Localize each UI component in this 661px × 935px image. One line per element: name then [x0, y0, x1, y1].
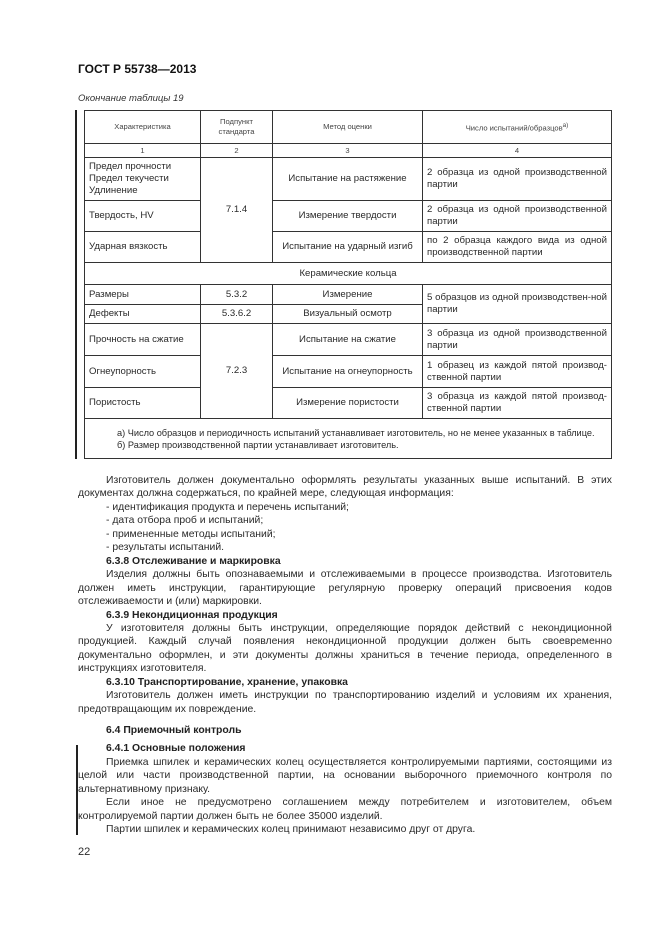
clause-cell: 5.3.6.2	[201, 305, 273, 324]
column-number: 3	[273, 144, 423, 158]
change-bar	[75, 110, 77, 459]
table-row	[85, 324, 612, 356]
section-row: Керамические кольца	[85, 263, 612, 285]
count-cell: 2 образца из одной производственной партии	[423, 158, 612, 201]
method-cell: Испытание на сжатие	[273, 324, 423, 356]
paragraph: Изделия должны быть опознаваемыми и отслеживаемыми в процессе производства. Изготовитель должен иметь инструкции, гарантирующие регулярную проверку операций присвоения кодов отслеживаемости и (или) маркировки.	[78, 569, 612, 608]
method-cell: Измерение пористости	[273, 388, 423, 419]
characteristic-cell: Размеры	[85, 285, 201, 305]
clause-cell: 7.1.4	[201, 158, 273, 263]
body-text	[78, 474, 612, 716]
count-cell: 1 образец из каждой пятой производ-ственной партии	[423, 356, 612, 388]
method-cell: Испытание на ударный изгиб	[273, 232, 423, 263]
characteristic-cell: Огнеупорность	[85, 356, 201, 388]
count-cell: 3 образца из одной производственной партии	[423, 324, 612, 356]
body-text-6-4	[78, 724, 612, 837]
method-cell: Испытание на огнеупорность	[273, 356, 423, 388]
paragraph: Партии шпилек и керамических колец принимают независимо друг от друга.	[106, 824, 476, 836]
section-heading-6-3-10: 6.3.10 Транспортирование, хранение, упаковка	[106, 676, 348, 688]
count-cell: 3 образца из каждой пятой производ-ственной партии	[423, 388, 612, 419]
table-row	[85, 285, 612, 305]
list-item: - результаты испытаний.	[106, 542, 225, 554]
column-header: Подпункт стандарта	[201, 111, 273, 144]
table-row	[85, 388, 612, 419]
section-heading-6-3-8: 6.3.8 Отслеживание и маркировка	[106, 555, 281, 567]
method-cell: Испытание на растяжение	[273, 158, 423, 201]
count-cell: по 2 образца каждого вида из одной производственной партии	[423, 232, 612, 263]
test-table	[84, 110, 612, 459]
characteristic-cell: Дефекты	[85, 305, 201, 324]
page-number: 22	[78, 846, 91, 858]
method-cell: Измерение	[273, 285, 423, 305]
column-header: Число испытаний/образцов$^{а)}$	[423, 111, 612, 144]
document-header: ГОСТ Р 55738—2013	[78, 62, 197, 76]
section-heading-6-3-9: 6.3.9 Некондиционная продукция	[106, 609, 278, 621]
footnote-ref: а)	[562, 121, 569, 129]
section-heading-6-4-1: 6.4.1 Основные положения	[106, 743, 246, 755]
paragraph: Изготовитель должен документально оформлять результаты указанных выше испытаний. В этих документах должна содержаться, по крайней мере, следующая информация:	[78, 475, 612, 500]
footnote: а) Число образцов и периодичность испытаний устанавливает изготовитель, но не менее указанных в таблице.	[117, 427, 595, 438]
table-row	[85, 356, 612, 388]
method-cell: Визуальный осмотр	[273, 305, 423, 324]
clause-cell: 5.3.2	[201, 285, 273, 305]
column-header: Метод оценки	[273, 111, 423, 144]
table-row	[85, 232, 612, 263]
paragraph: Если иное не предусмотрено соглашением между потребителем и изготовителем, объем контролируемой партии должен быть не более 35000 изделий.	[78, 797, 612, 822]
paragraph: У изготовителя должны быть инструкции, определяющие порядок действий с некондиционной продукцией. Каждый случай появления некондиционной продукции должен быть своевременно документально оформлен, и эти документы должны храниться в течение периода, определенного в инструкциях изготовителя.	[78, 622, 612, 675]
paragraph: Изготовитель должен иметь инструкции по транспортированию изделий и условиям их хранения, предотвращающим их повреждение.	[78, 690, 612, 715]
characteristic-cell: Прочность на сжатие	[85, 324, 201, 356]
column-number: 2	[201, 144, 273, 158]
list-item: - идентификация продукта и перечень испытаний;	[106, 501, 349, 513]
list-item: - дата отбора проб и испытаний;	[106, 515, 264, 527]
characteristic-cell: Твердость, HV	[85, 201, 201, 232]
clause-cell: 7.2.3	[201, 324, 273, 419]
characteristic-cell: Пористость	[85, 388, 201, 419]
table-caption: Окончание таблицы 19	[78, 93, 184, 104]
table-row	[85, 158, 612, 201]
count-cell: 5 образцов из одной производствен-ной партии	[423, 285, 612, 324]
method-cell: Измерение твердости	[273, 201, 423, 232]
paragraph: Приемка шпилек и керамических колец осуществляется контролируемыми партиями, состоящими из целой или части производственной партии, на основании выборочного приемочного контроля по альтернативному признаку.	[78, 756, 612, 795]
column-header: Характеристика	[85, 111, 201, 144]
characteristic-cell: Ударная вязкость	[85, 232, 201, 263]
footnote: б) Размер производственной партии устанавливает изготовитель.	[117, 439, 399, 450]
characteristic-cell: Предел прочности Предел текучести Удлинение	[85, 158, 201, 201]
column-number: 4	[423, 144, 612, 158]
table-footnotes	[85, 419, 612, 459]
column-number: 1	[85, 144, 201, 158]
section-heading-6-4: 6.4 Приемочный контроль	[106, 725, 242, 736]
list-item: - примененные методы испытаний;	[106, 528, 276, 540]
table-row	[85, 201, 612, 232]
count-cell: 2 образца из одной производственной партии	[423, 201, 612, 232]
